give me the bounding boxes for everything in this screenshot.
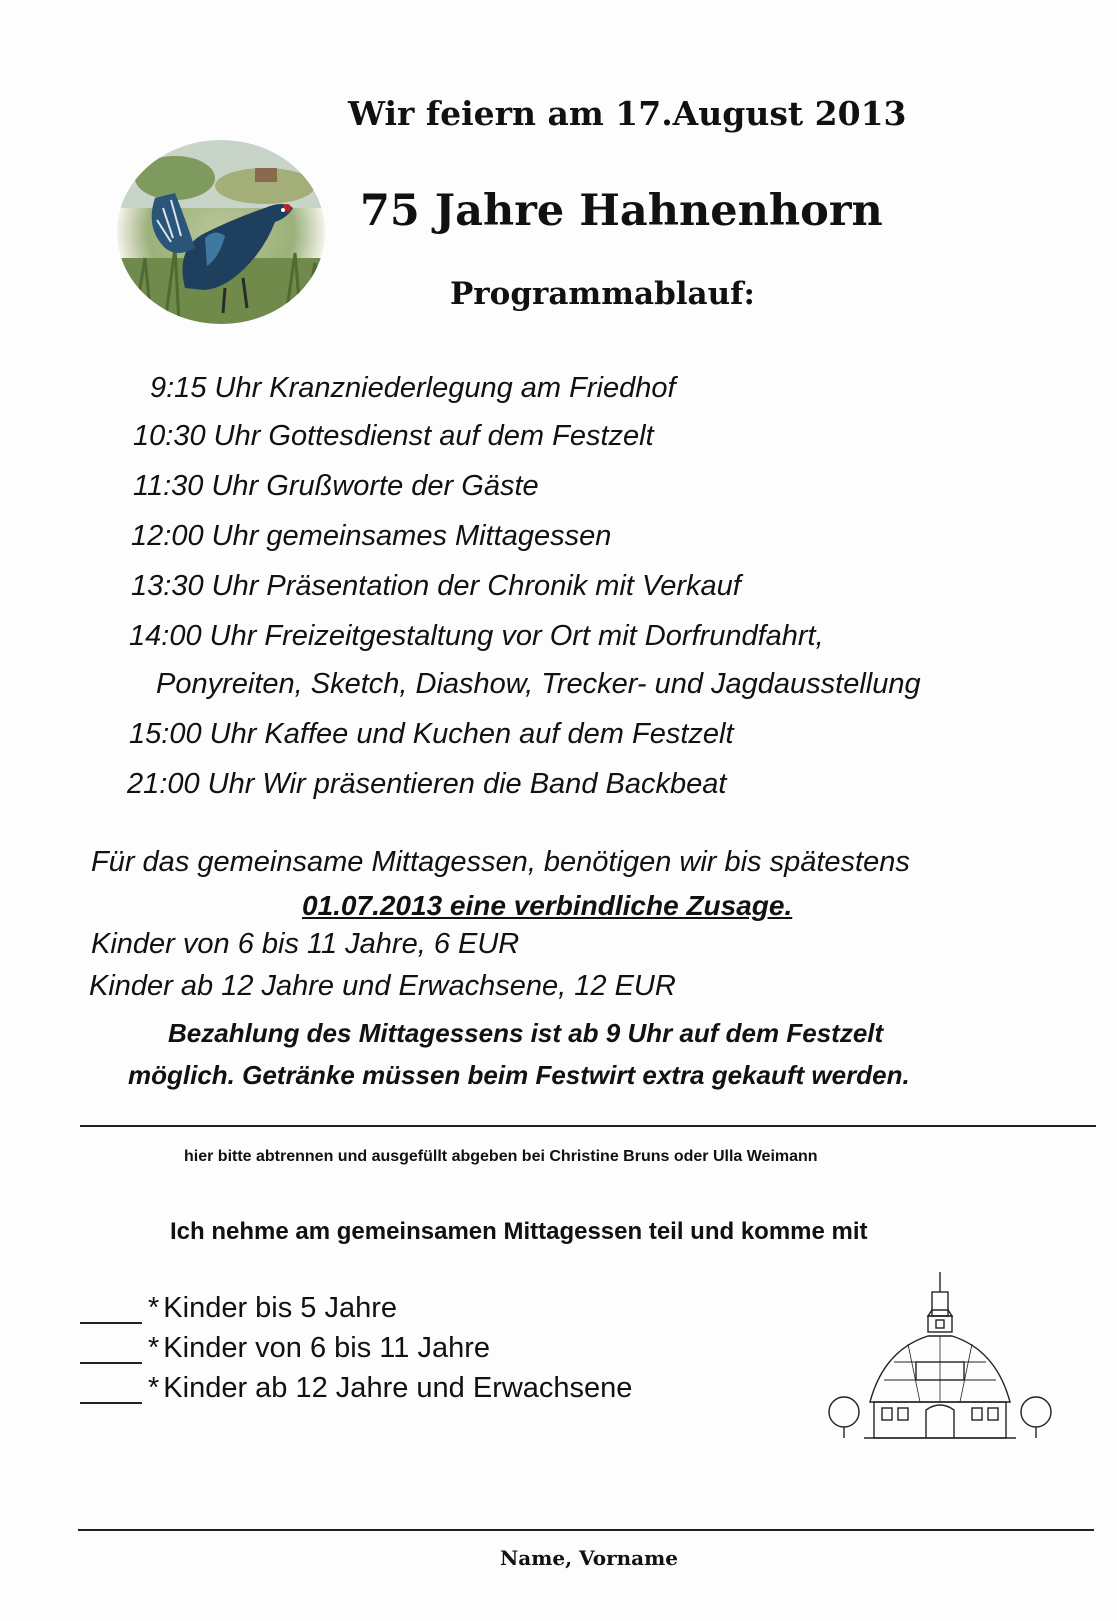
cut-line [80,1125,1096,1127]
count-blank[interactable] [80,1372,142,1404]
program-item: 15:00 Uhr Kaffee und Kuchen auf dem Festzelt [129,718,734,750]
asterisk: * [148,1292,160,1324]
price-children: Kinder von 6 bis 11 Jahre, 6 EUR [91,928,520,960]
program-item: 10:30 Uhr Gottesdienst auf dem Festzelt [133,420,654,452]
form-option [80,1332,490,1368]
lunch-notice: Für das gemeinsame Mittagessen, benötigen wir bis spätestens [91,846,910,878]
program-item: 21:00 Uhr Wir präsentieren die Band Backbeat [127,768,727,800]
payment-notice: Bezahlung des Mittagessens ist ab 9 Uhr auf dem Festzelt [168,1018,884,1048]
asterisk: * [148,1372,160,1404]
option-label: Kinder ab 12 Jahre und Erwachsene [163,1372,633,1404]
program-item: 11:30 Uhr Grußworte der Gäste [133,470,539,502]
program-item: 12:00 Uhr gemeinsames Mittagessen [131,520,612,552]
program-item: 13:30 Uhr Präsentation der Chronik mit Verkauf [131,570,741,602]
form-option [80,1372,632,1408]
program-heading: Programmablauf: [450,276,755,312]
count-blank[interactable] [80,1332,142,1364]
form-option [80,1292,397,1328]
form-heading: Ich nehme am gemeinsamen Mittagessen teil und komme mit [170,1218,868,1245]
grouse-painting-image [115,138,327,326]
signature-line [78,1529,1094,1531]
program-item: 9:15 Uhr Kranzniederlegung am Friedhof [150,372,676,404]
price-adults: Kinder ab 12 Jahre und Erwachsene, 12 EUR [89,970,676,1002]
name-field-label: Name, Vorname [500,1546,678,1570]
program-item-continuation: Ponyreiten, Sketch, Diashow, Trecker- und Jagdausstellung [156,668,921,700]
asterisk: * [148,1332,160,1364]
event-date-heading: Wir feiern am 17.August 2013 [348,94,907,133]
payment-notice: möglich. Getränke müssen beim Festwirt extra gekauft werden. [128,1060,910,1090]
option-label: Kinder bis 5 Jahre [163,1292,398,1324]
count-blank[interactable] [80,1292,142,1324]
deadline-notice: 01.07.2013 eine verbindliche Zusage. [302,890,793,921]
page-title: 75 Jahre Hahnenhorn [360,186,883,236]
cut-instruction: hier bitte abtrennen und ausgefüllt abgeben bei Christine Bruns oder Ulla Weimann [184,1148,818,1165]
option-label: Kinder von 6 bis 11 Jahre [163,1332,491,1364]
village-hall-drawing-image [824,1270,1056,1442]
program-item: 14:00 Uhr Freizeitgestaltung vor Ort mit Dorfrundfahrt, [129,620,824,652]
